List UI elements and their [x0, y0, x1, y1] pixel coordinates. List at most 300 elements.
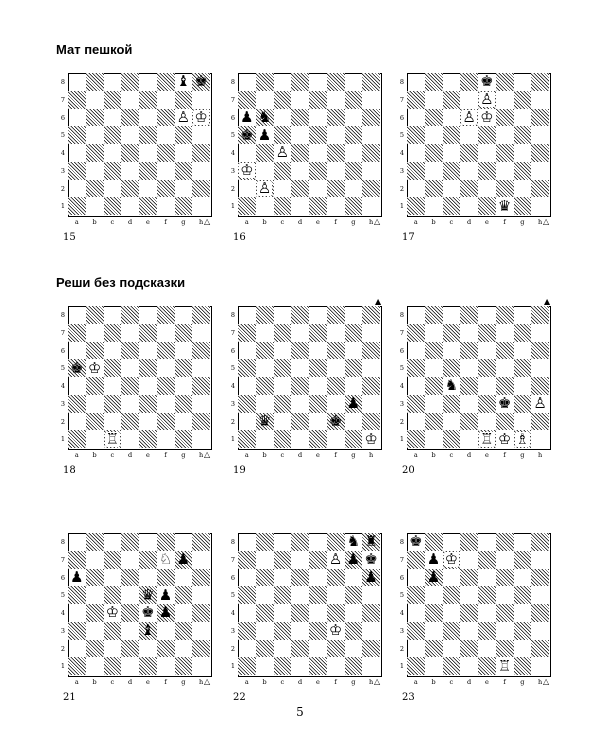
board-square	[460, 586, 478, 604]
board-square	[496, 144, 514, 162]
board-square	[256, 91, 274, 109]
black-pawn-icon: ♟	[426, 550, 441, 569]
board-square	[86, 144, 104, 162]
file-label: c	[449, 678, 454, 686]
board-square	[443, 604, 461, 622]
file-label: a	[244, 678, 249, 686]
board-square	[291, 197, 309, 215]
rank-label: 3	[230, 399, 236, 408]
board-square	[345, 640, 363, 658]
board-square	[274, 359, 292, 377]
board-square	[157, 306, 175, 324]
white-king-icon: ♔	[480, 107, 494, 126]
white-king-icon: ♔	[328, 621, 343, 640]
board-square	[514, 395, 532, 413]
board-square	[531, 73, 549, 91]
file-label: e	[315, 678, 320, 686]
rank-label: 8	[399, 311, 405, 319]
board-square	[443, 569, 461, 587]
board-square	[425, 197, 443, 215]
rank-label: 7	[399, 95, 405, 104]
board-square	[121, 306, 139, 324]
page-number: 5	[296, 705, 304, 719]
rank-label: 1	[230, 202, 236, 211]
board-square	[121, 377, 139, 395]
black-knight-icon: ♞	[346, 532, 361, 551]
rank-label: 5	[230, 591, 236, 600]
board-square	[139, 342, 157, 360]
board-square	[175, 569, 193, 587]
board-square	[309, 604, 327, 622]
board-square	[238, 324, 256, 342]
board-square	[86, 622, 104, 640]
file-label: a	[244, 218, 249, 226]
rank-label: 3	[60, 399, 66, 408]
board-square	[291, 306, 309, 324]
board-square	[407, 377, 425, 395]
file-label: c	[280, 451, 285, 459]
board-square	[238, 359, 256, 377]
board-square	[425, 586, 443, 604]
board-square	[327, 162, 345, 180]
file-label: g	[181, 218, 186, 226]
board-square	[345, 162, 363, 180]
diagram-number: 21	[63, 692, 76, 703]
board-square	[460, 162, 478, 180]
board-square	[425, 533, 443, 551]
board-square	[121, 359, 139, 377]
board-square	[157, 622, 175, 640]
board-square	[496, 551, 514, 569]
board-square	[86, 324, 104, 342]
file-label: f	[334, 451, 337, 459]
board-square	[425, 359, 443, 377]
board-square	[407, 359, 425, 377]
board-square	[238, 180, 256, 198]
board-square	[86, 162, 104, 180]
board-square	[86, 109, 104, 127]
board-square	[309, 91, 327, 109]
board-square	[478, 569, 496, 587]
board-square	[425, 413, 443, 431]
board-square	[443, 413, 461, 431]
board-square	[327, 91, 345, 109]
file-label: d	[467, 678, 472, 686]
board-square	[157, 413, 175, 431]
board-square	[192, 324, 210, 342]
chess-board	[407, 533, 551, 677]
board-square	[531, 551, 549, 569]
file-label: h	[538, 451, 543, 459]
black-king-icon: ♚	[480, 72, 494, 91]
board-square	[274, 604, 292, 622]
section-title-solve-without-hint: Реши без подсказки	[56, 275, 186, 290]
board-square	[192, 342, 210, 360]
board-square	[345, 126, 363, 144]
board-square	[157, 91, 175, 109]
board-square	[407, 604, 425, 622]
chess-board	[407, 306, 551, 450]
board-square	[68, 162, 86, 180]
board-square	[104, 569, 122, 587]
file-label: h	[199, 678, 204, 686]
rank-label: 2	[399, 184, 405, 193]
black-knight-icon: ♞	[444, 376, 459, 395]
file-label: h	[369, 218, 374, 226]
white-knight-icon: ♘	[158, 550, 173, 569]
rank-label: 2	[399, 644, 405, 653]
board-square	[531, 342, 549, 360]
rank-label: 4	[230, 149, 236, 157]
board-square	[309, 569, 327, 587]
board-square	[175, 413, 193, 431]
board-square	[157, 342, 175, 360]
board-square	[362, 657, 380, 675]
board-square	[274, 395, 292, 413]
chess-diagram	[227, 297, 383, 481]
board-square	[274, 180, 292, 198]
white-pawn-icon: ♙	[328, 550, 343, 569]
board-square	[514, 126, 532, 144]
board-square	[86, 73, 104, 91]
board-square	[531, 430, 549, 448]
file-label: f	[503, 451, 506, 459]
rank-label: 7	[60, 95, 66, 104]
board-square	[460, 604, 478, 622]
file-label: d	[467, 218, 472, 226]
board-square	[256, 395, 274, 413]
board-square	[238, 144, 256, 162]
board-square	[514, 342, 532, 360]
chess-diagram	[396, 297, 552, 481]
board-square	[121, 640, 139, 658]
file-label: d	[298, 218, 303, 226]
white-rook-icon: ♖	[497, 656, 512, 675]
rank-label: 8	[230, 538, 236, 546]
board-square	[291, 377, 309, 395]
rank-label: 8	[60, 538, 66, 546]
chess-board	[238, 73, 382, 217]
board-square	[514, 144, 532, 162]
file-label: c	[110, 218, 115, 226]
board-square	[238, 622, 256, 640]
board-square	[175, 162, 193, 180]
black-pawn-icon: ♟	[364, 567, 378, 586]
board-square	[139, 91, 157, 109]
board-square	[192, 144, 210, 162]
board-square	[496, 533, 514, 551]
rank-label: 2	[230, 184, 236, 193]
board-square	[443, 306, 461, 324]
rank-label: 1	[399, 662, 405, 671]
board-square	[175, 657, 193, 675]
file-label: g	[351, 451, 356, 459]
file-label: d	[128, 451, 133, 459]
section-title-mate-with-pawn: Мат пешкой	[56, 42, 133, 57]
rank-label: 5	[230, 364, 236, 373]
board-square	[478, 180, 496, 198]
board-square	[460, 180, 478, 198]
board-square	[309, 430, 327, 448]
board-square	[460, 413, 478, 431]
board-square	[86, 586, 104, 604]
board-square	[291, 395, 309, 413]
chess-board	[407, 73, 551, 217]
file-label: g	[351, 678, 356, 686]
rank-label: 8	[230, 78, 236, 86]
rank-label: 1	[230, 662, 236, 671]
board-square	[425, 604, 443, 622]
rank-label: 4	[230, 382, 236, 390]
board-square	[309, 144, 327, 162]
board-square	[460, 306, 478, 324]
board-square	[192, 126, 210, 144]
board-square	[86, 180, 104, 198]
file-label: f	[503, 678, 506, 686]
board-square	[496, 91, 514, 109]
rank-label: 2	[60, 417, 66, 426]
board-square	[139, 395, 157, 413]
white-king-icon: ♔	[364, 429, 378, 448]
board-square	[345, 197, 363, 215]
board-square	[238, 604, 256, 622]
board-square	[121, 533, 139, 551]
board-square	[238, 569, 256, 587]
rank-label: 5	[399, 591, 405, 600]
file-label: a	[74, 218, 79, 226]
board-square	[121, 551, 139, 569]
board-square	[478, 533, 496, 551]
rank-label: 6	[230, 113, 236, 122]
rank-label: 6	[230, 346, 236, 355]
board-square	[256, 430, 274, 448]
board-square	[327, 359, 345, 377]
board-square	[407, 342, 425, 360]
board-square	[157, 657, 175, 675]
board-square	[68, 395, 86, 413]
diagram-number: 15	[63, 232, 76, 243]
board-square	[139, 533, 157, 551]
board-square	[256, 197, 274, 215]
board-square	[309, 377, 327, 395]
board-square	[531, 640, 549, 658]
board-square	[514, 306, 532, 324]
board-square	[121, 413, 139, 431]
board-square	[531, 657, 549, 675]
file-label: a	[74, 451, 79, 459]
file-label: h	[199, 218, 204, 226]
board-square	[362, 395, 380, 413]
board-square	[362, 324, 380, 342]
white-king-icon: ♔	[194, 107, 208, 126]
file-label: d	[467, 451, 472, 459]
board-square	[68, 91, 86, 109]
rank-label: 5	[60, 591, 66, 600]
board-square	[309, 306, 327, 324]
board-square	[460, 640, 478, 658]
board-square	[104, 640, 122, 658]
board-square	[157, 126, 175, 144]
board-square	[327, 109, 345, 127]
board-square	[104, 126, 122, 144]
board-square	[345, 604, 363, 622]
board-square	[309, 586, 327, 604]
rank-label: 1	[399, 202, 405, 211]
board-square	[68, 144, 86, 162]
board-square	[238, 342, 256, 360]
rank-label: 7	[399, 555, 405, 564]
board-square	[514, 604, 532, 622]
board-square	[291, 342, 309, 360]
board-square	[104, 144, 122, 162]
board-square	[256, 324, 274, 342]
board-square	[192, 533, 210, 551]
board-square	[345, 306, 363, 324]
file-label: a	[74, 678, 79, 686]
file-label: g	[520, 451, 525, 459]
diagram-number: 18	[63, 465, 76, 476]
file-label: g	[181, 451, 186, 459]
board-square	[121, 430, 139, 448]
black-pawn-icon: ♟	[346, 550, 361, 569]
board-square	[327, 324, 345, 342]
board-square	[104, 342, 122, 360]
board-square	[407, 586, 425, 604]
board-square	[274, 126, 292, 144]
rank-label: 2	[60, 644, 66, 653]
board-square	[309, 395, 327, 413]
board-square	[121, 73, 139, 91]
board-square	[104, 657, 122, 675]
board-square	[291, 359, 309, 377]
file-label: h	[199, 451, 204, 459]
board-square	[496, 604, 514, 622]
board-square	[309, 324, 327, 342]
board-square	[345, 657, 363, 675]
board-square	[86, 533, 104, 551]
board-square	[345, 91, 363, 109]
board-square	[274, 533, 292, 551]
board-square	[238, 91, 256, 109]
board-square	[291, 180, 309, 198]
board-square	[86, 91, 104, 109]
board-square	[238, 413, 256, 431]
board-square	[121, 342, 139, 360]
white-pawn-icon: ♙	[176, 107, 191, 126]
board-square	[531, 306, 549, 324]
board-square	[425, 622, 443, 640]
file-label: d	[128, 218, 133, 226]
board-square	[531, 126, 549, 144]
board-square	[407, 551, 425, 569]
rank-label: 8	[230, 311, 236, 319]
rank-label: 7	[230, 555, 236, 564]
board-square	[443, 144, 461, 162]
board-square	[460, 569, 478, 587]
board-square	[407, 306, 425, 324]
rank-label: 6	[399, 113, 405, 122]
board-square	[496, 162, 514, 180]
board-square	[362, 306, 380, 324]
board-square	[291, 73, 309, 91]
board-square	[309, 73, 327, 91]
board-square	[362, 413, 380, 431]
file-label: b	[431, 451, 436, 459]
board-square	[104, 180, 122, 198]
board-square	[496, 126, 514, 144]
board-square	[362, 144, 380, 162]
board-square	[478, 377, 496, 395]
board-square	[460, 342, 478, 360]
rank-label: 4	[230, 609, 236, 617]
board-square	[327, 430, 345, 448]
board-square	[309, 533, 327, 551]
white-king-icon: ♔	[240, 161, 254, 180]
board-square	[309, 657, 327, 675]
board-square	[327, 533, 345, 551]
board-square	[407, 395, 425, 413]
black-pawn-icon: ♟	[426, 567, 441, 586]
board-square	[425, 640, 443, 658]
board-square	[68, 377, 86, 395]
file-label: f	[164, 678, 167, 686]
black-bishop-icon: ♝	[141, 621, 155, 640]
rank-label: 3	[399, 399, 405, 408]
board-square	[460, 430, 478, 448]
board-square	[531, 144, 549, 162]
chess-diagram	[57, 306, 213, 481]
board-square	[443, 622, 461, 640]
rank-label: 4	[60, 149, 66, 157]
board-square	[460, 144, 478, 162]
board-square	[443, 640, 461, 658]
board-square	[139, 144, 157, 162]
board-square	[362, 586, 380, 604]
board-square	[531, 533, 549, 551]
white-king-icon: ♔	[497, 429, 512, 448]
board-square	[192, 197, 210, 215]
board-square	[139, 551, 157, 569]
board-square	[362, 162, 380, 180]
board-square	[531, 569, 549, 587]
rank-label: 8	[399, 78, 405, 86]
board-square	[192, 604, 210, 622]
board-square	[407, 413, 425, 431]
board-square	[139, 109, 157, 127]
board-square	[291, 604, 309, 622]
board-square	[256, 551, 274, 569]
board-square	[157, 73, 175, 91]
board-square	[309, 551, 327, 569]
board-square	[425, 144, 443, 162]
board-square	[175, 180, 193, 198]
black-pawn-icon: ♟	[176, 550, 191, 569]
board-square	[104, 162, 122, 180]
rank-label: 3	[60, 166, 66, 175]
board-square	[407, 144, 425, 162]
file-label: c	[110, 451, 115, 459]
board-square	[256, 377, 274, 395]
board-square	[531, 586, 549, 604]
board-square	[157, 180, 175, 198]
board-square	[139, 180, 157, 198]
board-square	[175, 91, 193, 109]
board-square	[68, 306, 86, 324]
board-square	[425, 109, 443, 127]
board-square	[139, 306, 157, 324]
board-square	[274, 197, 292, 215]
board-square	[345, 622, 363, 640]
